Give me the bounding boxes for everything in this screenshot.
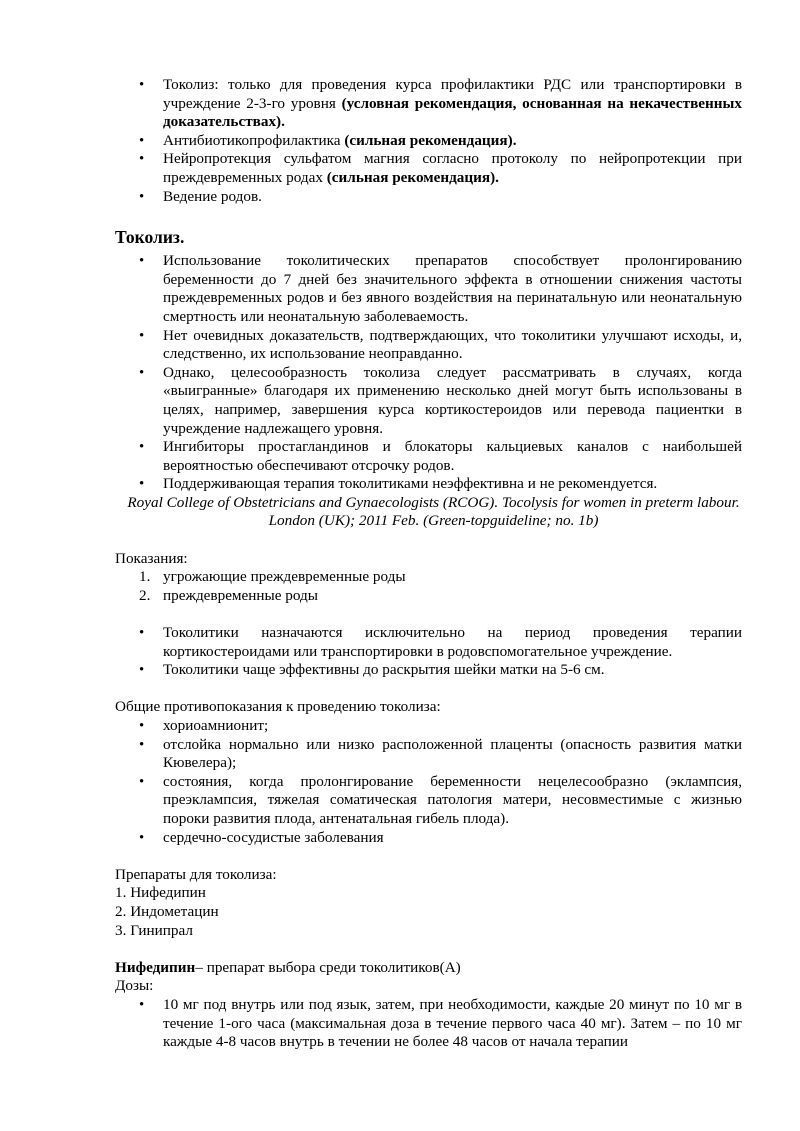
- tocolytics-notes-list: [115, 624, 742, 680]
- list-item: • хориоамнионит;: [163, 717, 742, 736]
- citation: Royal College of Obstetricians and Gynaecologists (RCOG). Tocolysis for women in preterm labour. London (UK); 2011 Feb. (Green-topguideline; no. 1b): [127, 493, 740, 530]
- list-item: • отслойка нормально или низко расположенной плаценты (опасность развития матки Кювелера);: [163, 736, 742, 773]
- list-item: • 10 мг под внутрь или под язык, затем, при необходимости, каждые 20 минут по 10 мг в течение 1-ого часа (максимальная доза в течение первого часа 40 мг). Затем – по 10 мг каждые 4-8 часов внутрь в течении не более 48 часов от начала терапии: [163, 996, 742, 1052]
- list-item: • Поддерживающая терапия токолитиками неэффективна и не рекомендуется.: [163, 475, 742, 494]
- nifedipine-description: – препарат выбора среди токолитиков(A): [195, 958, 461, 976]
- indications-label: Показания:: [115, 549, 188, 567]
- list-item: [163, 188, 742, 207]
- item-text: Антибиотикопрофилактика: [163, 131, 345, 149]
- contraindications-list: [115, 717, 742, 847]
- item-number: 1.: [139, 568, 151, 586]
- drug-item: 3. Гинипрал: [115, 921, 193, 939]
- item-text: угрожающие преждевременные роды: [163, 568, 406, 586]
- recommendation-bold: (условная рекомендация, основанная на некачественных доказательствах).: [163, 94, 742, 131]
- intro-list: [115, 76, 742, 206]
- nifedipine-name: Нифедипин: [115, 958, 196, 976]
- list-item: • Токолитики назначаются исключительно на период проведения терапии кортикостероидами или транспортировки в родовспомогательное учреждение.: [163, 624, 742, 661]
- list-item: [139, 568, 742, 587]
- list-item: • Нет очевидных доказательств, подтверждающих, что токолитики улучшают исходы, и, следственно, их использование неоправданно.: [163, 327, 742, 364]
- list-item: • Использование токолитических препаратов способствует пролонгированию беременности до 7 дней без значительного эффекта в отношении снижения частоты преждевременных родов и без явного воздействия на перинатальную или неонатальную смертность или неонатальную заболеваемость.: [163, 252, 742, 326]
- list-item: • Ингибиторы простагландинов и блокаторы кальциевых каналов с наибольшей вероятностью обеспечивают отсрочку родов.: [163, 438, 742, 475]
- doses-label: Дозы:: [115, 977, 154, 995]
- item-text: Нейропротекция сульфатом магния согласно протоколу по нейропротекции при преждевременных родах: [163, 150, 742, 186]
- item-number: 2.: [139, 586, 151, 604]
- drug-item: 2. Индометацин: [115, 902, 219, 920]
- drugs-label: Препараты для токолиза:: [115, 865, 277, 883]
- drug-item: 1. Нифедипин: [115, 884, 206, 902]
- list-item: [163, 150, 742, 187]
- list-item: • состояния, когда пролонгирование беременности нецелесообразно (эклампсия, преэклампсия, тяжелая соматическая патология матери, несовместимые с жизнью пороки развития плода, антенатальная гибель плода).: [163, 773, 742, 829]
- doses-list: [115, 996, 742, 1052]
- list-item: • Токолитики чаще эффективны до раскрытия шейки матки на 5-6 см.: [163, 661, 742, 680]
- list-item: [163, 76, 742, 132]
- item-text: преждевременные роды: [163, 586, 318, 604]
- nifedipine-paragraph: [115, 959, 742, 978]
- item-text: Ведение родов.: [163, 187, 262, 205]
- item-text: Токолиз: только для проведения курса профилактики РДС или транспортировки в учреждение 2-3-го уровня: [163, 76, 742, 112]
- recommendation-bold: (сильная рекомендация).: [344, 131, 517, 149]
- list-item: • Однако, целесообразность токолиза следует рассматривать в случаях, когда «выигранные» благодаря их применению несколько дней могут быть использованы в целях, например, завершения курса кортикостероидов или перевода пациентки в учреждение надлежащего уровня.: [163, 364, 742, 438]
- recommendation-bold: (сильная рекомендация).: [326, 168, 499, 186]
- contraindications-label: Общие противопоказания к проведению токолиза:: [115, 698, 441, 716]
- tocolysis-list: [115, 252, 742, 494]
- list-item: • сердечно-сосудистые заболевания: [163, 829, 742, 848]
- list-item: [139, 586, 742, 606]
- indications-list: [115, 568, 742, 605]
- section-heading: Токолиз.: [115, 227, 185, 248]
- list-item: [163, 132, 742, 151]
